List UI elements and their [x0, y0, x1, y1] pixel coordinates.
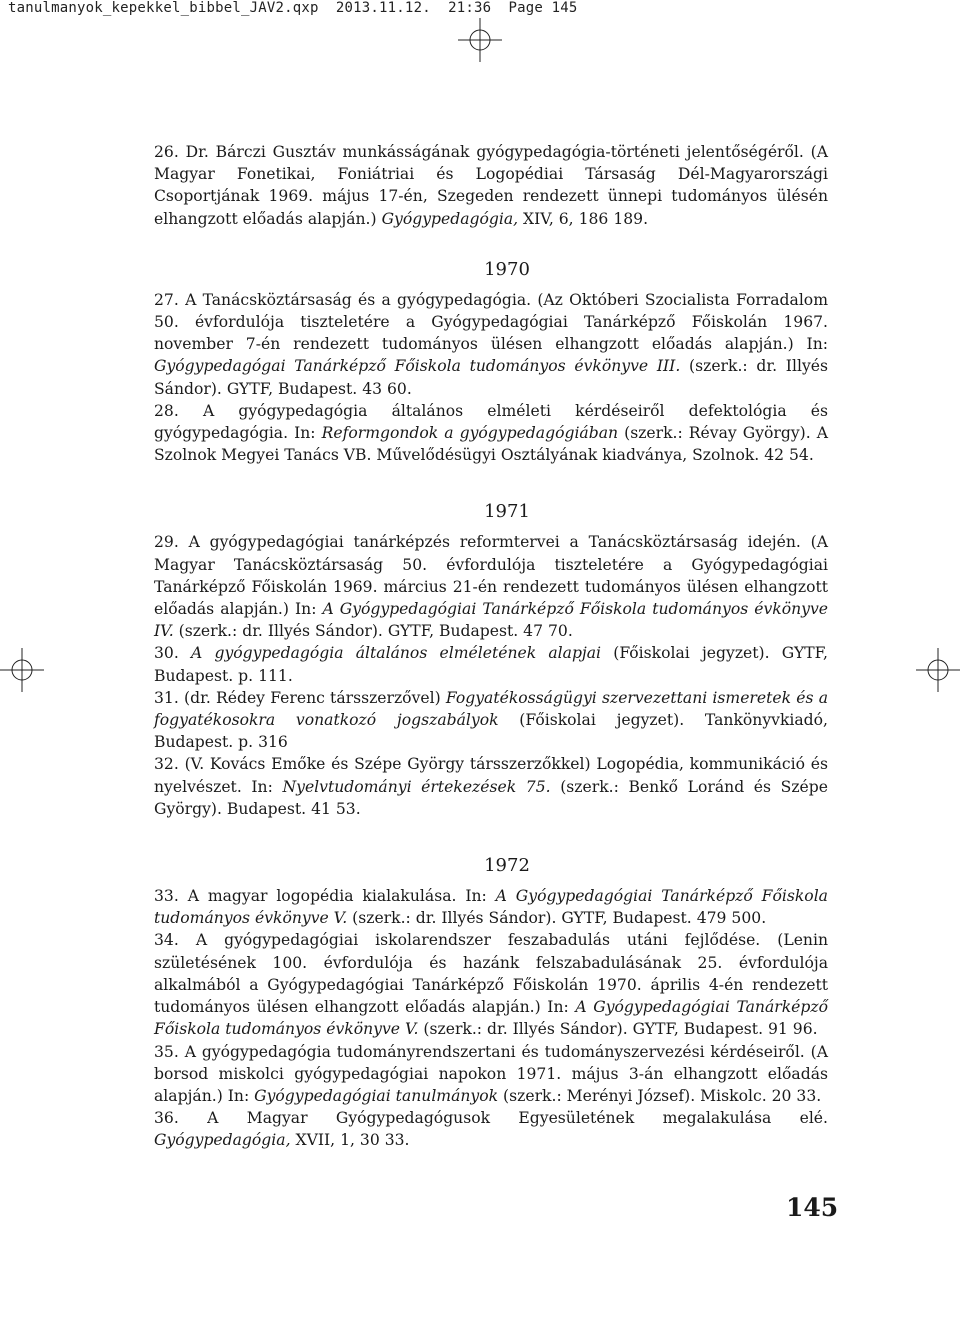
entry-text: (dr. Rédey Ferenc társszerzővel): [184, 688, 446, 707]
entry-title-italic: Gyógypedagógiai tanulmányok: [254, 1086, 499, 1105]
entry-number: 30.: [154, 644, 179, 663]
section-1972: [154, 855, 828, 1151]
entry-text-tail: (szerk.: dr. Illyés Sándor). GYTF, Budapest. 91 96.: [418, 1020, 818, 1039]
bibliography-entry: [154, 1041, 828, 1108]
slug-filename: tanulmanyok_kepekkel_bibbel_JAV2.qxp: [8, 0, 319, 16]
section-1970: [154, 258, 829, 467]
entry-text: A Magyar Gyógypedagógusok Egyesületének megalakulása elé.: [207, 1109, 828, 1128]
bibliography-entry: [154, 400, 828, 467]
entry-number: 36.: [154, 1109, 179, 1128]
entry-title-italic: A Gyógypedagógiai Tanárképző Főiskola tudományos évkönyve V.: [154, 887, 828, 928]
entry-text-tail: (szerk.: dr. Illyés Sándor). GYTF, Budapest. 479 500.: [347, 909, 767, 928]
entry-title-italic: A Gyógypedagógiai Tanárképző Főiskola tudományos évkönyve IV.: [154, 600, 828, 641]
entry-text-tail: (szerk.: Merényi József). Miskolc. 20 33.: [498, 1086, 822, 1105]
entry-title-italic: Gyógypedagógia,: [381, 209, 519, 228]
entry-number: 29.: [154, 533, 179, 552]
entry-text: Dr. Bárczi Gusztáv munkásságának gyógypedagógia-történeti jelentőségéről. (A Magyar Fonetikai, Foniátriai és Logopédiai Társaság Dél-Magyarországi Csoportjának 1969. május 17-én, Szegeden rendezett ünnepi tudományos ülésén elhangzott előadás alapján.): [154, 143, 828, 228]
bibliography-column: [154, 141, 829, 1152]
entry-number: 34.: [154, 931, 179, 950]
entry-number: 33.: [154, 887, 179, 906]
entry-text-tail: XIV, 6, 186 189.: [518, 209, 649, 228]
entry-text: A gyógypedagógiai iskolarendszer feszabadulás utáni fejlődése. (Lenin születésének 100. évfordulója és hazánk felszabadulásának 25. évfordulója alkalmából a Gyógypedagógiai Tanárképző Főiskolán 1970. április 4-én rendezett tudományos ülésen elhangzott előadás alapján.) In:: [154, 931, 828, 1017]
entry-number: 32.: [154, 755, 179, 774]
entry-title-italic: Reformgondok a gyógypedagógiában: [321, 424, 619, 443]
slug-time: 21:36: [448, 0, 492, 16]
year-heading: 1970: [484, 258, 530, 280]
entry-text-tail: (szerk.: dr. Illyés Sándor). GYTF, Budapest. 43 60.: [154, 357, 828, 398]
entry-text-tail: (Főiskolai jegyzet). GYTF, Budapest. p. 111.: [154, 644, 828, 685]
section-untitled: [154, 141, 828, 230]
entry-text: A gyógypedagógia tudományrendszertani és tudományszervezési kérdéseiről. (A borsod miskolci gyógypedagógiai napokon 1971. május 3-án elhangzott előadás alapján.) In:: [154, 1042, 828, 1105]
entry-text-tail: XVII, 1, 30 33.: [290, 1131, 410, 1150]
entry-text-tail: (szerk.: dr. Illyés Sándor). GYTF, Budapest. 47 70.: [173, 622, 573, 641]
registration-mark-right: [916, 648, 960, 692]
entry-text: A magyar logopédia kialakulása. In:: [187, 887, 496, 906]
entry-text: (V. Kovács Emőke és Szépe György társszerzőkkel) Logopédia, kommunikáció és nyelvészet. In:: [154, 755, 828, 796]
entry-title-italic: A Gyógypedagógiai Tanárképző Főiskola tudományos évkönyve V.: [154, 998, 828, 1039]
page-number: 145: [786, 1193, 839, 1222]
year-heading: 1971: [484, 501, 530, 523]
bibliography-entry: [154, 929, 828, 1040]
entry-text-tail: (szerk.: Benkő Loránd és Szépe György). Budapest. 41 53.: [154, 777, 828, 818]
bibliography-entry: [154, 753, 828, 820]
bibliography-entry: [154, 289, 828, 400]
entry-title-italic: Nyelvtudományi értekezések 75.: [282, 777, 551, 796]
section-1971: [154, 501, 829, 820]
slug-date: 2013.11.12.: [335, 0, 431, 16]
slug-page-label: Page 145: [508, 0, 578, 16]
entry-title-italic: Gyógypedagógia,: [154, 1131, 291, 1150]
entry-title-italic: A gyógypedagógia általános elméletének alapjai: [191, 644, 602, 663]
entry-title-italic: Gyógypedagógai Tanárképző Főiskola tudományos évkönyve III.: [154, 357, 681, 376]
entry-title-italic: Fogyatékosságügyi szervezettani ismeretek és a fogyatékosokra vonatkozó jogszabályok: [154, 688, 828, 730]
entry-number: 26.: [154, 143, 179, 161]
entry-number: 35.: [154, 1042, 179, 1061]
bibliography-entry: [154, 531, 828, 642]
print-slug: [8, 0, 578, 16]
entry-text: A gyógypedagógiai tanárképzés reformtervei a Tanácsköztársaság idején. (A Magyar Tanácsköztársaság 50. évfordulója tiszteletére a Gyógypedagógiai Tanárképző Főiskolán 1969. március 21-én rendezett tudományos ülésen elhangzott előadás alapján.) In:: [154, 533, 828, 619]
entry-number: 27.: [154, 290, 179, 309]
entry-text-tail: (szerk.: Révay György). A Szolnok Megyei Tanács VB. Művelődésügyi Osztályának kiadványa, Szolnok. 42 54.: [154, 424, 829, 465]
bibliography-entry: [154, 642, 828, 686]
entry-number: 28.: [154, 401, 179, 420]
bibliography-entry: [154, 141, 828, 230]
entry-text: A Tanácsköztársaság és a gyógypedagógia. (Az Októberi Szocialista Forradalom 50. évfordulója tiszteletére a Gyógypedagógiai Tanárképző Főiskolán 1967. november 7-én rendezett tudományos ülésen elhangzott előadás alapján.) In:: [154, 290, 828, 354]
bibliography-entry: [154, 885, 828, 929]
year-heading: 1972: [484, 855, 530, 877]
entry-text: A gyógypedagógia általános elméleti kérdéseiről defektológia és gyógypedagógia. In:: [154, 401, 828, 443]
registration-mark-left: [0, 648, 44, 692]
registration-mark-top: [458, 18, 502, 62]
entry-text-tail: (Főiskolai jegyzet). Tankönyvkiadó, Budapest. p. 316: [154, 711, 829, 752]
bibliography-entry: [154, 1107, 828, 1151]
entry-number: 31.: [154, 688, 179, 707]
bibliography-entry: [154, 687, 828, 754]
